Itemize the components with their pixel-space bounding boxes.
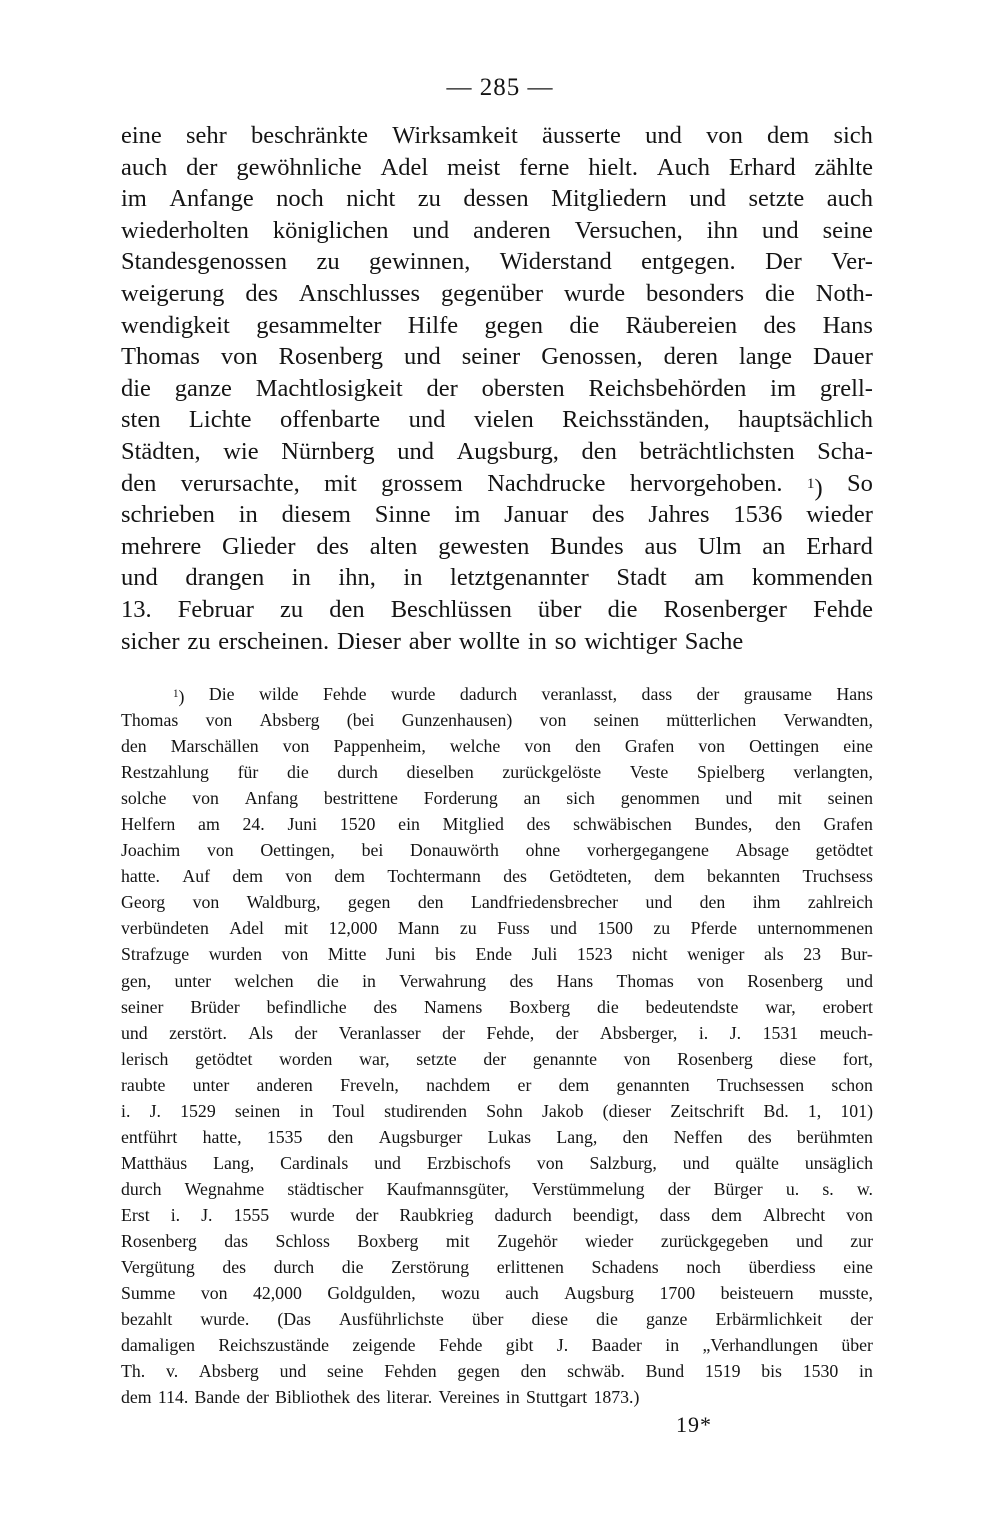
text-line: weigerung des Anschlusses gegenüber wurde besonders die Noth- bbox=[121, 279, 873, 307]
text-line: mehrere Glieder des alten gewesten Bundes aus Ulm an Erhard bbox=[121, 532, 873, 560]
text-line: auch der gewöhnliche Adel meist ferne hielt. Auch Erhard zählte bbox=[121, 153, 873, 181]
footnote-line: raubte unter anderen Freveln, nachdem er dem genannten Truchsessen schon bbox=[121, 1074, 873, 1095]
text-line: die ganze Machtlosigkeit der obersten Reichsbehörden im grell- bbox=[121, 374, 873, 402]
footnote-line: $^1$) Die wilde Fehde wurde dadurch veranlasst, dass der grausame Hans bbox=[173, 684, 873, 707]
footnote-line: Th. v. Absberg und seine Fehden gegen den schwäb. Bund 1519 bis 1530 in bbox=[121, 1361, 873, 1382]
text-line: sten Lichte offenbarte und vielen Reichsständen, hauptsächlich bbox=[121, 406, 873, 434]
footnote-line: Matthäus Lang, Cardinals und Erzbischofs von Salzburg, und quälte unsäglich bbox=[121, 1152, 873, 1173]
text-line: im Anfange noch nicht zu dessen Mitgliedern und setzte auch bbox=[121, 185, 873, 213]
footnote-line: verbündeten Adel mit 12,000 Mann zu Fuss und 1500 zu Pferde unternommenen bbox=[121, 918, 873, 939]
footnote-line: den Marschällen von Pappenheim, welche von den Grafen von Oettingen eine bbox=[121, 736, 873, 757]
text-line: Städten, wie Nürnberg und Augsburg, den beträchtlichsten Scha- bbox=[121, 437, 873, 465]
text-line: eine sehr beschränkte Wirksamkeit äusserte und von dem sich bbox=[121, 122, 873, 149]
footnote-line: Rosenberg das Schloss Boxberg mit Zugehör wieder zurückgegeben und zur bbox=[121, 1230, 873, 1251]
footnote-line: gen, unter welchen die in Verwahrung des Hans Thomas von Rosenberg und bbox=[121, 970, 873, 991]
footnote-line: hatte. Auf dem von dem Tochtermann des Getödteten, dem bekannten Truchsess bbox=[121, 866, 873, 887]
footnote-line: und zerstört. Als der Veranlasser der Fehde, der Absberger, i. J. 1531 meuch- bbox=[121, 1022, 873, 1043]
text-line: schrieben in diesem Sinne im Januar des Jahres 1536 wieder bbox=[121, 501, 873, 529]
text-line: Thomas von Rosenberg und seiner Genossen, deren lange Dauer bbox=[121, 343, 873, 371]
text-line: den verursachte, mit grossem Nachdrucke hervorgehoben. $^1$) So bbox=[121, 469, 873, 502]
footnote-line: entführt hatte, 1535 den Augsburger Lukas Lang, den Neffen des berühmten bbox=[121, 1126, 873, 1147]
footnote-line: durch Wegnahme städtischer Kaufmannsgüter, Verstümmelung der Bürger u. s. w. bbox=[121, 1178, 873, 1199]
footnote-line: Strafzuge wurden von Mitte Juni bis Ende Juli 1523 nicht weniger als 23 Bur- bbox=[121, 944, 873, 965]
text-line: sicher zu erscheinen. Dieser aber wollte in so wichtiger Sache bbox=[121, 627, 744, 655]
text-line: 13. Februar zu den Beschlüssen über die Rosenberger Fehde bbox=[121, 595, 873, 623]
footnote-line: Joachim von Oettingen, bei Donauwörth ohne vorhergegangene Absage getödtet bbox=[121, 840, 873, 861]
footnote-line: seiner Brüder befindliche des Namens Boxberg die bedeutendste war, erobert bbox=[121, 996, 873, 1017]
footnote-line: Georg von Waldburg, gegen den Landfriedensbrecher und den ihm zahlreich bbox=[121, 892, 873, 913]
footnote-line: Vergütung des durch die Zerstörung erlittenen Schadens noch überdiess eine bbox=[121, 1257, 873, 1278]
footnote-line: i. J. 1529 seinen in Toul studirenden Sohn Jakob (dieser Zeitschrift Bd. 1, 101) bbox=[121, 1100, 873, 1121]
footnote-line: Restzahlung für die durch dieselben zurückgelöste Veste Spielberg verlangten, bbox=[121, 762, 873, 783]
footnote-line: Summe von 42,000 Goldgulden, wozu auch Augsburg 1700 beisteuern musste, bbox=[121, 1283, 873, 1304]
text-line: und drangen in ihn, in letztgenannter Stadt am kommenden bbox=[121, 564, 873, 592]
footnote-line: Thomas von Absberg (bei Gunzenhausen) von seinen mütterlichen Verwandten, bbox=[121, 710, 873, 731]
footnote-line: dem 114. Bande der Bibliothek des literar. Vereines in Stuttgart 1873.) bbox=[121, 1387, 640, 1408]
printer-signature: 19* bbox=[676, 1412, 712, 1437]
footnote bbox=[121, 681, 873, 1410]
page-number: — 285 — bbox=[446, 74, 554, 101]
footnote-line: bezahlt wurde. (Das Ausführlichste über diese die ganze Erbärmlichkeit der bbox=[121, 1309, 873, 1330]
main-text bbox=[121, 120, 873, 657]
footnote-line: Erst i. J. 1555 wurde der Raubkrieg dadurch beendigt, dass dem Albrecht von bbox=[121, 1204, 873, 1225]
footnote-line: solche von Anfang bestrittene Forderung an sich genommen und mit seinen bbox=[121, 788, 873, 809]
text-line: wiederholten königlichen und anderen Versuchen, ihn und seine bbox=[121, 216, 873, 244]
footnote-line: damaligen Reichszustände zeigende Fehde gibt J. Baader in „Verhandlungen über bbox=[121, 1335, 873, 1356]
text-line: wendigkeit gesammelter Hilfe gegen die Räubereien des Hans bbox=[121, 311, 873, 339]
text-line: Standesgenossen zu gewinnen, Widerstand entgegen. Der Ver- bbox=[121, 248, 873, 276]
footnote-line: lerisch getödtet worden war, setzte der genannte von Rosenberg diese fort, bbox=[121, 1048, 873, 1069]
footnote-line: Helfern am 24. Juni 1520 ein Mitglied des schwäbischen Bundes, den Grafen bbox=[121, 814, 873, 835]
